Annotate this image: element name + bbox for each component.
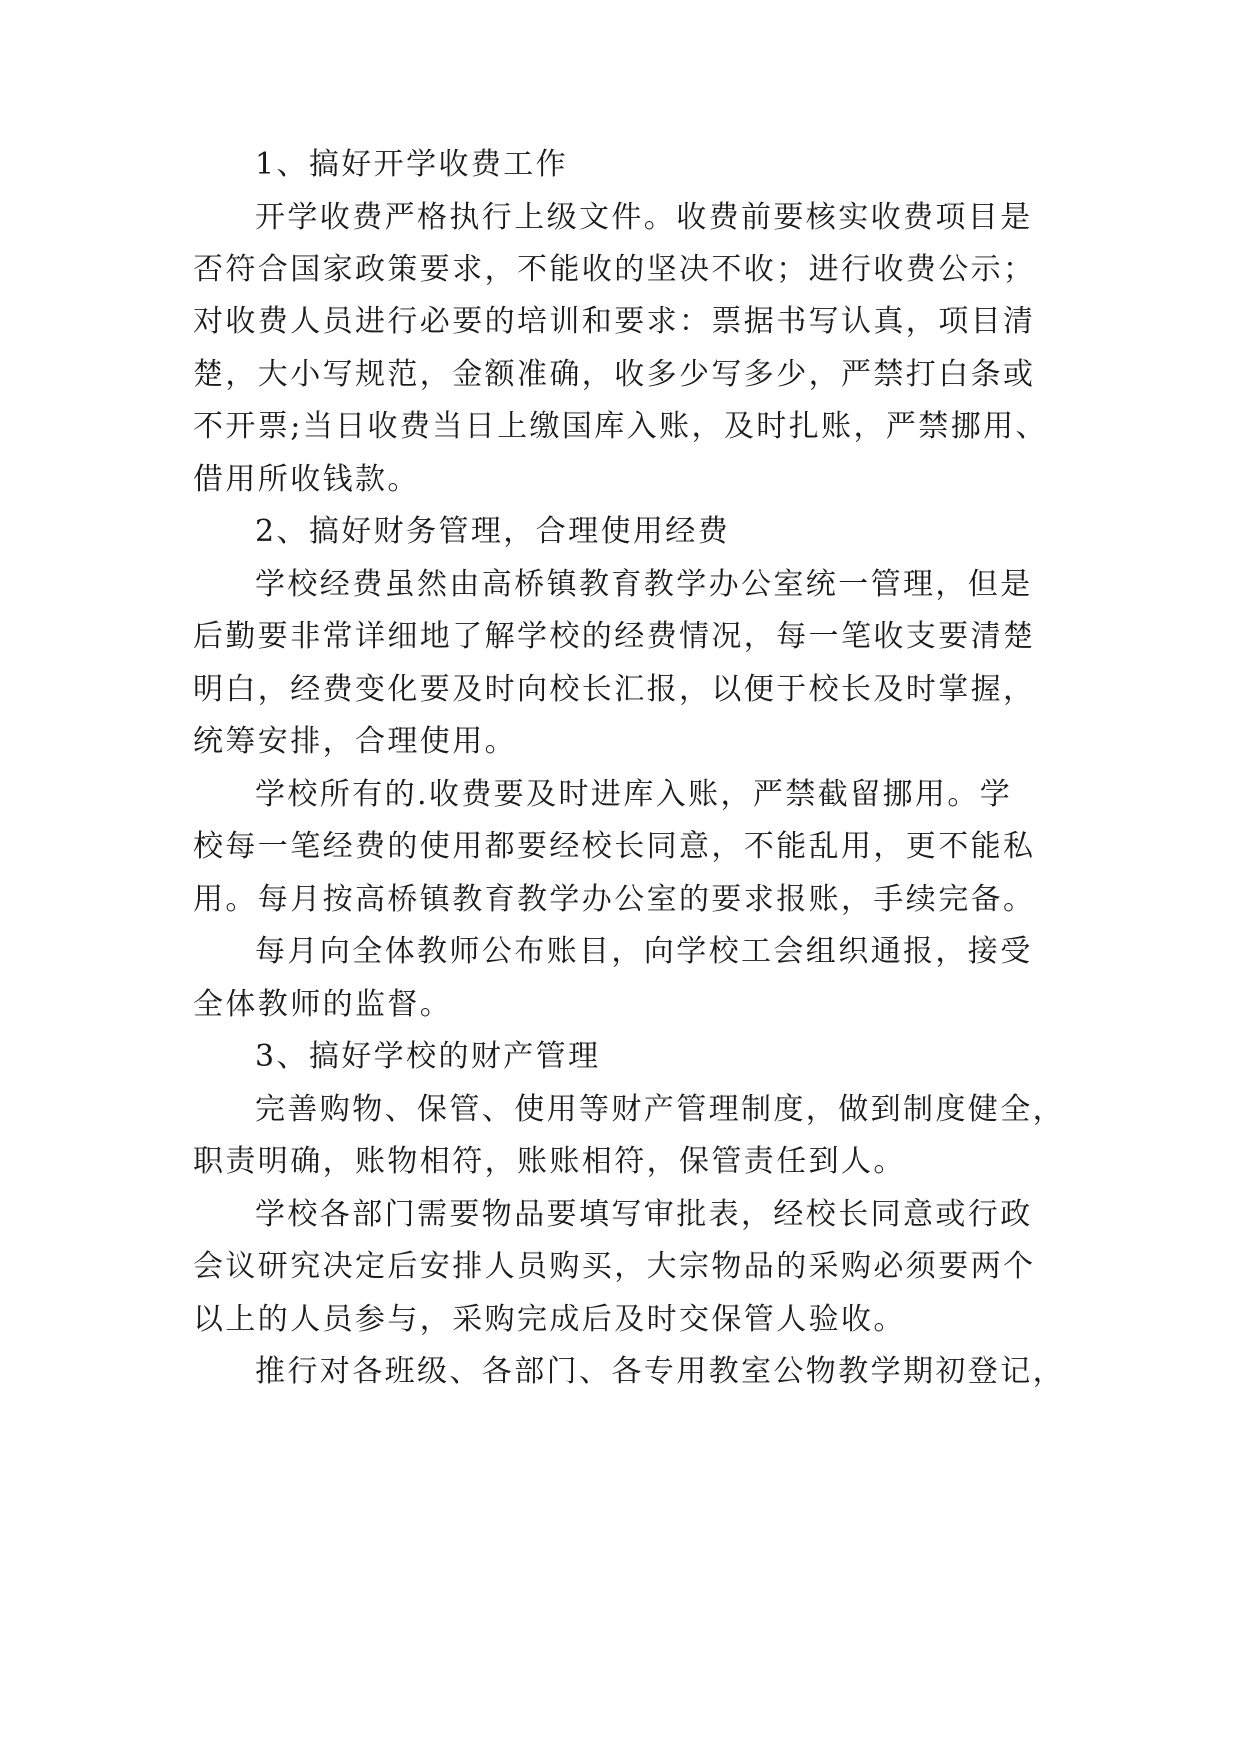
paragraph-line: 否符合国家政策要求，不能收的坚决不收；进行收费公示； — [193, 252, 1036, 287]
paragraph-line: 借用所收钱款。 — [193, 462, 420, 497]
section-heading-1: 1、搞好开学收费工作 — [255, 147, 569, 182]
paragraph-line: 不开票;当日收费当日上缴国库入账，及时扎账，严禁挪用、 — [193, 409, 1048, 444]
paragraph-line: 完善购物、保管、使用等财产管理制度，做到制度健全， — [255, 1092, 1065, 1127]
paragraph-line: 后勤要非常详细地了解学校的经费情况，每一笔收支要清楚 — [193, 619, 1036, 654]
paragraph-line: 学校所有的.收费要及时进库入账，严禁截留挪用。学 — [255, 777, 1013, 812]
section-heading-3: 3、搞好学校的财产管理 — [255, 1039, 601, 1074]
paragraph-line: 职责明确，账物相符，账账相符，保管责任到人。 — [193, 1144, 906, 1179]
paragraph-line: 明白，经费变化要及时向校长汇报，以便于校长及时掌握， — [193, 672, 1036, 707]
paragraph-line: 楚，大小写规范，金额准确，收多少写多少，严禁打白条或 — [193, 357, 1036, 392]
paragraph-line: 学校各部门需要物品要填写审批表，经校长同意或行政 — [255, 1197, 1033, 1232]
paragraph-line: 会议研究决定后安排人员购买，大宗物品的采购必须要两个 — [193, 1249, 1036, 1284]
paragraph-line: 用。每月按高桥镇教育教学办公室的要求报账，手续完备。 — [193, 882, 1036, 917]
paragraph-line: 对收费人员进行必要的培训和要求：票据书写认真，项目清 — [193, 304, 1036, 339]
paragraph-line: 每月向全体教师公布账目，向学校工会组织通报，接受 — [255, 934, 1033, 969]
paragraph-line: 推行对各班级、各部门、各专用教室公物教学期初登记， — [255, 1354, 1065, 1389]
paragraph-line: 开学收费严格执行上级文件。收费前要核实收费项目是 — [255, 200, 1033, 235]
paragraph-line: 校每一笔经费的使用都要经校长同意，不能乱用，更不能私 — [193, 829, 1036, 864]
paragraph-line: 统筹安排，合理使用。 — [193, 724, 517, 759]
paragraph-line: 学校经费虽然由高桥镇教育教学办公室统一管理，但是 — [255, 567, 1033, 602]
paragraph-line: 以上的人员参与，采购完成后及时交保管人验收。 — [193, 1302, 906, 1337]
section-heading-2: 2、搞好财务管理，合理使用经费 — [255, 514, 731, 549]
paragraph-line: 全体教师的监督。 — [193, 987, 453, 1022]
